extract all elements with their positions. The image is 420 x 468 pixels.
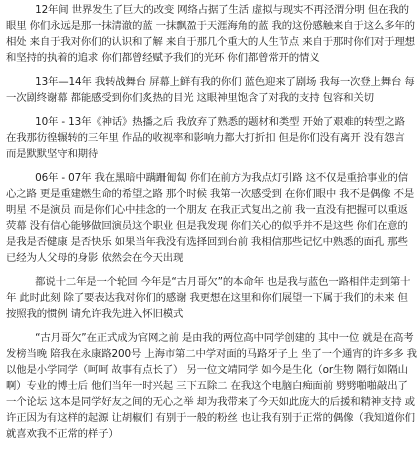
paragraph: 10年 - 13年《神话》热播之后 我放弃了熟悉的题材和类型 开始了艰难的转型之路 在我那彷徨辗转的三年里 作品的收视率和影响力都大打折扣 但是你们没有离开 没有怨言 而是默默坚守和期待 <box>6 116 405 160</box>
paragraph: 13年—14年 我转战舞台 屏幕上鲜有我的你们 蓝色迎来了剧场 我每一次登上舞台 每一次剧终谢幕 都能感受到你们炙热的目光 这眼神里饱含了对我的支持 包容和关切 <box>6 76 415 104</box>
paragraph: 06年 - 07年 我在黑暗中蹒跚匍匐 你们在前方为我点灯引路 这不仅是重拾事业的信心之路 更是重建燃生命的希望之路 那个时候 我第一次感受到 在你们眼中 我不是偶像 不是明星 不是演员 而是你们心中挂念的一个朋友 在我正式复出之前 我一直没有把握可以重返荧幕 没有信心能够做回演员这个职业 但是我发现 你们关心的似乎并不是这些 你们在意的是我是否健康 是否快乐 如果当年我没有选择回到台前 我相信那些记忆中熟悉的面孔 那些已经为人父母的身影 依然会在今天出现 <box>6 172 415 264</box>
paragraph: 12年间 世界发生了巨大的改变 网络占据了生活 虚拟与现实不再泾渭分明 但在我的眼里 你们永远是那一抹清澈的蓝 一抹飘盈于天涯海角的蓝 我的这份感触来自于这么多年的相处 来自于我对你们的认识和了解 来自于那几个重大的人生节点 来自于那时你们对于理想和坚持的执着的追求 你们都曾经赋予我们的光环 你们都曾常开的情义 <box>6 4 415 64</box>
paragraph: 都说十二年是一个轮回 今年是“古月哥欠”的本命年 也是我与蓝色一路相伴走到第十年 此时此刻 除了要表达我对你们的感谢 我更想在这里和你们展望一下属于我们的未来 但按照我的惯例 请允许我先进入怀旧模式 <box>6 276 411 320</box>
paragraph: “古月哥欠”在正式成为官网之前 是由我的两位高中同学创建的 其中一位 就是在高考发榜当晚 陪我在永康路200号 上海市第二中学对面的马路牙子上 坐了一个通宵的许多多 我以他是小学同学（呵呵 故事有点长了） 另一位文靖同学 如今是生化（or生物 隔行如隔山啊）专业的博士后 他们当年一时兴起 三下五除二 在我这个电脑白痴面前 劈劈啪啪敲出了一个论坛 这本是同学好友之间的无心之举 却为我带来了今天如此庞大的后援和精神支持 或许正因为有这样的起源 让胡椒们 有别于一般的粉丝 也让我有别于正常的偶像（我知道你们就喜欢我不正常的样子） <box>6 332 417 440</box>
